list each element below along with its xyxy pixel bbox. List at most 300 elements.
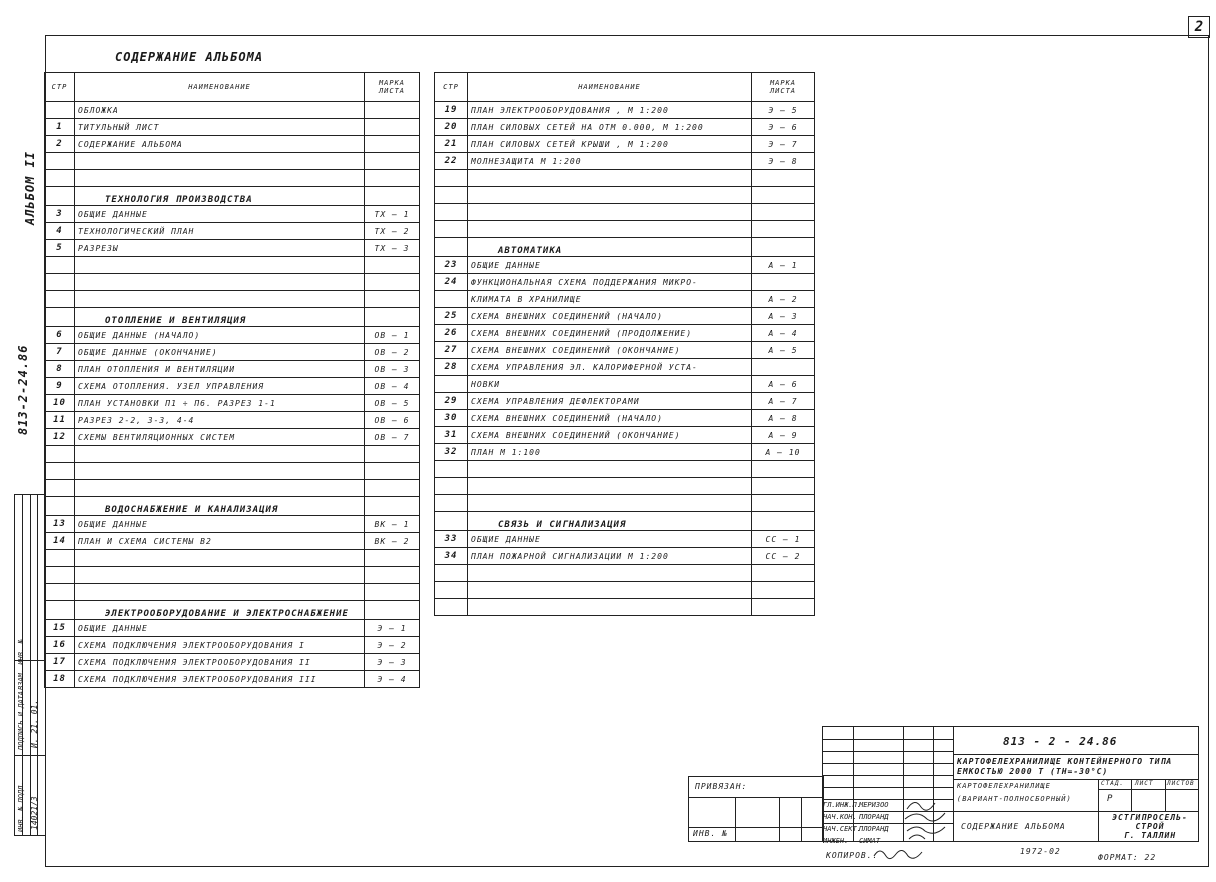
page-number [45, 584, 75, 601]
sheet-mark [752, 359, 815, 376]
copied-label: КОПИРОВ.: [826, 851, 879, 860]
contents-row [45, 446, 420, 463]
contents-title: СОДЕРЖАНИЕ АЛЬБОМА [115, 50, 264, 64]
album-side-label: АЛЬБОМ II [23, 150, 37, 225]
contents-row [435, 136, 815, 153]
contents-row [45, 378, 420, 395]
page-number [45, 102, 75, 119]
contents-row [45, 429, 420, 446]
sign-date-label: ПОДПИСЬ И ДАТА [17, 690, 25, 750]
contents-row [435, 153, 815, 170]
sheet-mark: Э — 1 [365, 620, 420, 637]
page-number: 22 [435, 153, 468, 170]
page-number [45, 550, 75, 567]
contents-row [45, 170, 420, 187]
contents-row [435, 119, 815, 136]
sheet-mark: Э — 6 [752, 119, 815, 136]
project-title: КАРТОФЕЛЕХРАНИЛИЩЕ КОНТЕЙНЕРНОГО ТИПА ЕМКОСТЬЮ 2000 Т (ТН=-30°С) [957, 757, 1173, 776]
sheet-name [75, 257, 365, 274]
sheet-name [75, 274, 365, 291]
sheet-mark: СС — 2 [752, 548, 815, 565]
sheet-name [75, 567, 365, 584]
sheet-name: СХЕМА УПРАВЛЕНИЯ ЭЛ. КАЛОРИФЕРНОЙ УСТА- [468, 359, 752, 376]
sheet-name: СХЕМА ВНЕШНИХ СОЕДИНЕНИЙ (НАЧАЛО) [468, 410, 752, 427]
page-number [435, 565, 468, 582]
contents-row [435, 461, 815, 478]
name-2: ПЛОРАНД [859, 813, 889, 821]
page-number [435, 512, 468, 531]
sheet-mark [752, 187, 815, 204]
page-number [45, 308, 75, 327]
sheet-mark: А — 4 [752, 325, 815, 342]
sheet-name: ПЛАН ПОЖАРНОЙ СИГНАЛИЗАЦИИ М 1:200 [468, 548, 752, 565]
page-number [45, 257, 75, 274]
sheet-mark: ТХ — 2 [365, 223, 420, 240]
sheet-name [468, 495, 752, 512]
page-number: 14 [45, 533, 75, 550]
sheet-name [75, 291, 365, 308]
contents-row [45, 344, 420, 361]
section-heading-row [45, 601, 420, 620]
sheet-name: ПЛАН И СХЕМА СИСТЕМЫ В2 [75, 533, 365, 550]
contents-row [45, 240, 420, 257]
sheet-mark: Э — 4 [365, 671, 420, 688]
contents-row [45, 584, 420, 601]
sheet-name [468, 170, 752, 187]
contents-row [435, 478, 815, 495]
page-number [435, 291, 468, 308]
page-number [435, 187, 468, 204]
sheet-mark: ВК — 1 [365, 516, 420, 533]
sheet-mark [365, 170, 420, 187]
sheet-mark [752, 204, 815, 221]
sheet-name [468, 478, 752, 495]
sheet-name: СХЕМА ВНЕШНИХ СОЕДИНЕНИЙ (ПРОДОЛЖЕНИЕ) [468, 325, 752, 342]
page-number [435, 376, 468, 393]
section-heading-row [435, 238, 815, 257]
section-heading-row [45, 308, 420, 327]
sheet-mark [365, 274, 420, 291]
section-heading-row [45, 497, 420, 516]
page-number: 16 [45, 637, 75, 654]
col-mark-header: МАРКА ЛИСТА [752, 73, 815, 102]
page-number [45, 601, 75, 620]
contents-row [435, 325, 815, 342]
sheet-name: ФУНКЦИОНАЛЬНАЯ СХЕМА ПОДДЕРЖАНИЯ МИКРО- [468, 274, 752, 291]
sheet-mark [752, 565, 815, 582]
contents-row [45, 136, 420, 153]
org-line-2: СТРОЙ [1135, 822, 1165, 831]
contents-row [45, 395, 420, 412]
sheet-mark: А — 2 [752, 291, 815, 308]
col-mark-header: МАРКА ЛИСТА [365, 73, 420, 102]
sheet-mark: А — 1 [752, 257, 815, 274]
contents-row [45, 567, 420, 584]
page-number: 5 [45, 240, 75, 257]
page-number [45, 291, 75, 308]
contents-row [435, 393, 815, 410]
page-number [435, 204, 468, 221]
page-number: 19 [435, 102, 468, 119]
sign-value: И. 21. 01. [30, 699, 39, 748]
contents-row [435, 599, 815, 616]
sheet-name [468, 221, 752, 238]
page-number [45, 446, 75, 463]
variant-2: (ВАРИАНТ-ПОЛНОСБОРНЫЙ) [957, 795, 1072, 803]
sheet-name [75, 480, 365, 497]
page-number [45, 170, 75, 187]
name-1: МЕРИЗОО [859, 801, 889, 809]
page-number [435, 238, 468, 257]
sheet-mark: Э — 5 [752, 102, 815, 119]
sheet-name [75, 463, 365, 480]
sheet-name: НОВКИ [468, 376, 752, 393]
section-title: ОТОПЛЕНИЕ И ВЕНТИЛЯЦИЯ [75, 308, 365, 327]
contents-row [45, 412, 420, 429]
page-number: 23 [435, 257, 468, 274]
sheet-mark: ОВ — 1 [365, 327, 420, 344]
sheet-name [468, 204, 752, 221]
sheet-name [468, 599, 752, 616]
sheet-mark: ОВ — 6 [365, 412, 420, 429]
sheet-name: ОБЩИЕ ДАННЫЕ (ОКОНЧАНИЕ) [75, 344, 365, 361]
sheet-mark [365, 584, 420, 601]
format: ФОРМАТ: 22 [1098, 853, 1157, 862]
contents-row [435, 495, 815, 512]
page-number [45, 497, 75, 516]
stamp-code: 813 - 2 - 24.86 [1003, 735, 1118, 748]
sheet-name: СХЕМА ПОДКЛЮЧЕНИЯ ЭЛЕКТРООБОРУДОВАНИЯ II [75, 654, 365, 671]
sheet-name: СХЕМА ПОДКЛЮЧЕНИЯ ЭЛЕКТРООБОРУДОВАНИЯ III [75, 671, 365, 688]
sheet-name: СХЕМА ВНЕШНИХ СОЕДИНЕНИЙ (ОКОНЧАНИЕ) [468, 427, 752, 444]
page-number: 8 [45, 361, 75, 378]
organization [1103, 813, 1197, 840]
contents-row [435, 170, 815, 187]
inv-label: ИНВ. № [693, 829, 728, 838]
contents-row [435, 427, 815, 444]
sheet-name: СХЕМА ВНЕШНИХ СОЕДИНЕНИЙ (НАЧАЛО) [468, 308, 752, 325]
sheet-mark [365, 308, 420, 327]
contents-row [45, 327, 420, 344]
sheet-name: РАЗРЕЗ 2-2, 3-3, 4-4 [75, 412, 365, 429]
page-number [435, 582, 468, 599]
page-number: 1 [45, 119, 75, 136]
sheet-name [75, 153, 365, 170]
sheet-mark [752, 221, 815, 238]
page-number: 21 [435, 136, 468, 153]
contents-row [45, 533, 420, 550]
sheet-name [75, 446, 365, 463]
sheet-name [468, 565, 752, 582]
section-heading-row [435, 512, 815, 531]
page-number: 15 [45, 620, 75, 637]
inv-value: 14021/3 [30, 796, 39, 830]
sheet-mark [752, 170, 815, 187]
contents-row [435, 187, 815, 204]
sheet-mark: ОВ — 2 [365, 344, 420, 361]
page-number: 10 [45, 395, 75, 412]
sheet-mark [365, 119, 420, 136]
sheet-mark: ОВ — 3 [365, 361, 420, 378]
section-title: АВТОМАТИКА [468, 238, 752, 257]
sheet-name: СОДЕРЖАНИЕ АЛЬБОМА [75, 136, 365, 153]
variant-1: КАРТОФЕЛЕХРАНИЛИЩЕ [957, 782, 1051, 790]
contents-row [45, 463, 420, 480]
contents-row [45, 257, 420, 274]
role-3: НАЧ.СЕКТ. [823, 825, 861, 833]
stage-header: СТАД. [1101, 780, 1125, 787]
sheet-mark [365, 291, 420, 308]
page-number: 29 [435, 393, 468, 410]
sheet-name: СХЕМА ВНЕШНИХ СОЕДИНЕНИЙ (ОКОНЧАНИЕ) [468, 342, 752, 359]
page-number: 18 [45, 671, 75, 688]
contents-row [435, 291, 815, 308]
contents-row [45, 620, 420, 637]
sheet-name: ПЛАН М 1:100 [468, 444, 752, 461]
sheet-mark: ОВ — 4 [365, 378, 420, 395]
page-number: 31 [435, 427, 468, 444]
page-number: 26 [435, 325, 468, 342]
section-title: ЭЛЕКТРООБОРУДОВАНИЕ И ЭЛЕКТРОСНАБЖЕНИЕ [75, 601, 365, 620]
contents-table-left [44, 72, 420, 688]
sheet-mark [752, 478, 815, 495]
sheet-mark [365, 550, 420, 567]
page-number [45, 463, 75, 480]
page-number: 28 [435, 359, 468, 376]
sheet-mark: А — 5 [752, 342, 815, 359]
sheet-mark [752, 238, 815, 257]
page-number: 11 [45, 412, 75, 429]
section-title: СВЯЗЬ И СИГНАЛИЗАЦИЯ [468, 512, 752, 531]
page-number [45, 480, 75, 497]
signatures [903, 799, 953, 841]
sheet-mark [365, 153, 420, 170]
sheet-title: СОДЕРЖАНИЕ АЛЬБОМА [961, 822, 1066, 831]
sheet-mark [365, 136, 420, 153]
contents-row [435, 257, 815, 274]
sheet-name: ОБЩИЕ ДАННЫЕ (НАЧАЛО) [75, 327, 365, 344]
sheet-name: МОЛНЕЗАЩИТА М 1:200 [468, 153, 752, 170]
contents-row [435, 444, 815, 461]
sheet-name: ОБЩИЕ ДАННЫЕ [75, 516, 365, 533]
contents-row [45, 550, 420, 567]
contents-row [45, 361, 420, 378]
contents-row [45, 671, 420, 688]
sheet-mark [365, 257, 420, 274]
sheet-mark: ТХ — 1 [365, 206, 420, 223]
sheet-mark [365, 567, 420, 584]
page-number [45, 274, 75, 291]
role-1: ГЛ.ИНЖ.П. [823, 801, 861, 809]
page-number [435, 478, 468, 495]
sheet-mark: ТХ — 3 [365, 240, 420, 257]
page-number: 30 [435, 410, 468, 427]
contents-row [435, 376, 815, 393]
contents-row [435, 204, 815, 221]
page-number [45, 187, 75, 206]
page-number: 3 [45, 206, 75, 223]
page-number: 27 [435, 342, 468, 359]
sheet-mark: Э — 7 [752, 136, 815, 153]
contents-row [435, 342, 815, 359]
org-line-3: Г. ТАЛЛИН [1123, 831, 1177, 840]
contents-row [435, 410, 815, 427]
sheet-name: ТЕХНОЛОГИЧЕСКИЙ ПЛАН [75, 223, 365, 240]
sheets-header: ЛИСТОВ [1167, 780, 1195, 787]
sheet-mark: Э — 2 [365, 637, 420, 654]
page-number: 33 [435, 531, 468, 548]
contents-row [45, 654, 420, 671]
sheet-mark [752, 582, 815, 599]
page-number [435, 170, 468, 187]
page-number [45, 153, 75, 170]
sheet-name: СХЕМА УПРАВЛЕНИЯ ДЕФЛЕКТОРАМИ [468, 393, 752, 410]
sheet-mark [752, 461, 815, 478]
contents-row [435, 531, 815, 548]
contents-row [45, 291, 420, 308]
page-number: 2 [45, 136, 75, 153]
page-number: 4 [45, 223, 75, 240]
contents-table-right [434, 72, 815, 616]
role-4: ИНЖЕН. [823, 837, 849, 845]
sheet-mark [365, 480, 420, 497]
contents-row [435, 308, 815, 325]
sheet-name [75, 170, 365, 187]
contents-row [435, 221, 815, 238]
page-number [435, 599, 468, 616]
sheet-mark: СС — 1 [752, 531, 815, 548]
sheet-name: КЛИМАТА В ХРАНИЛИЩЕ [468, 291, 752, 308]
col-num-header: СТР [435, 73, 468, 102]
date: 1972-02 [1020, 847, 1061, 856]
sheet-mark: ОВ — 5 [365, 395, 420, 412]
page-number: 13 [45, 516, 75, 533]
bound-label: ПРИВЯЗАН: [695, 782, 748, 791]
sheet-name: ПЛАН ОТОПЛЕНИЯ И ВЕНТИЛЯЦИИ [75, 361, 365, 378]
page-number: 6 [45, 327, 75, 344]
contents-row [45, 153, 420, 170]
contents-row [45, 223, 420, 240]
contents-row [45, 206, 420, 223]
sheet-mark [752, 495, 815, 512]
sheet-mark [365, 102, 420, 119]
sheet-mark [752, 274, 815, 291]
sheet-name: СХЕМА ПОДКЛЮЧЕНИЯ ЭЛЕКТРООБОРУДОВАНИЯ I [75, 637, 365, 654]
sheet-mark [365, 601, 420, 620]
sheet-name: РАЗРЕЗЫ [75, 240, 365, 257]
page-number: 34 [435, 548, 468, 565]
contents-row [45, 102, 420, 119]
sheet-mark [365, 446, 420, 463]
page-number: 32 [435, 444, 468, 461]
page-number: 24 [435, 274, 468, 291]
inv-orig-label: ИНВ. № ПОДЛ. [17, 781, 25, 832]
sheet-mark [752, 599, 815, 616]
page-number [435, 461, 468, 478]
sheet-header: ЛИСТ [1135, 780, 1154, 787]
name-3: ПЛОРАНД [859, 825, 889, 833]
contents-row [435, 274, 815, 291]
sheet-mark: Э — 3 [365, 654, 420, 671]
sheet-mark [365, 497, 420, 516]
sheet-mark: ВК — 2 [365, 533, 420, 550]
sheet-mark [365, 463, 420, 480]
contents-row [435, 102, 815, 119]
sheet-name: ПЛАН УСТАНОВКИ П1 ÷ П6. РАЗРЕЗ 1-1 [75, 395, 365, 412]
sheet-name: ОБЩИЕ ДАННЫЕ [468, 257, 752, 274]
sheet-name: ОБЛОЖКА [75, 102, 365, 119]
sheet-mark: А — 9 [752, 427, 815, 444]
sheet-name: ПЛАН СИЛОВЫХ СЕТЕЙ КРЫШИ , М 1:200 [468, 136, 752, 153]
sheet-mark: А — 7 [752, 393, 815, 410]
col-name-header: НАИМЕНОВАНИЕ [75, 73, 365, 102]
sheet-name [468, 461, 752, 478]
sheet-name [468, 582, 752, 599]
contents-row [45, 516, 420, 533]
contents-row [45, 480, 420, 497]
page-number [435, 495, 468, 512]
inv-repl-label: ВЗАМ. ИНВ. № [17, 639, 25, 690]
contents-row [435, 548, 815, 565]
title-block [822, 726, 1199, 845]
sheet-name [75, 550, 365, 567]
sheet-name: ОБЩИЕ ДАННЫЕ [468, 531, 752, 548]
name-4: СИМАТ [859, 837, 881, 845]
section-title: ТЕХНОЛОГИЯ ПРОИЗВОДСТВА [75, 187, 365, 206]
page-number: 7 [45, 344, 75, 361]
sheet-mark: Э — 8 [752, 153, 815, 170]
sheet-mark [365, 187, 420, 206]
sheet-name: ОБЩИЕ ДАННЫЕ [75, 206, 365, 223]
sheet-name: ПЛАН СИЛОВЫХ СЕТЕЙ НА ОТМ 0.000, М 1:200 [468, 119, 752, 136]
page-number: 17 [45, 654, 75, 671]
copier-signature [872, 844, 932, 862]
col-name-header: НАИМЕНОВАНИЕ [468, 73, 752, 102]
page-number: 12 [45, 429, 75, 446]
section-title: ВОДОСНАБЖЕНИЕ И КАНАЛИЗАЦИЯ [75, 497, 365, 516]
sheet-name: СХЕМА ОТОПЛЕНИЯ. УЗЕЛ УПРАВЛЕНИЯ [75, 378, 365, 395]
section-heading-row [45, 187, 420, 206]
sheet-mark: А — 6 [752, 376, 815, 393]
contents-row [435, 582, 815, 599]
sheet-name: ПЛАН ЭЛЕКТРООБОРУДОВАНИЯ , М 1:200 [468, 102, 752, 119]
sheet-mark: А — 10 [752, 444, 815, 461]
code-side-label: 813-2-24.86 [16, 344, 30, 435]
sheet-name [468, 187, 752, 204]
contents-row [45, 119, 420, 136]
sheet-name: СХЕМЫ ВЕНТИЛЯЦИОННЫХ СИСТЕМ [75, 429, 365, 446]
stage-value: Р [1107, 794, 1114, 804]
page-number: 9 [45, 378, 75, 395]
bound-block [688, 776, 824, 842]
sheet-mark: А — 8 [752, 410, 815, 427]
org-line-1: ЭСТГИПРОСЕЛЬ- [1112, 813, 1188, 822]
page-number [435, 221, 468, 238]
page-number: 25 [435, 308, 468, 325]
role-2: НАЧ.КОН. [823, 813, 857, 821]
col-num-header: СТР [45, 73, 75, 102]
sheet-name [75, 584, 365, 601]
contents-row [45, 637, 420, 654]
page-number: 20 [435, 119, 468, 136]
contents-row [45, 274, 420, 291]
sheet-name: ОБЩИЕ ДАННЫЕ [75, 620, 365, 637]
sheet-name: ТИТУЛЬНЫЙ ЛИСТ [75, 119, 365, 136]
contents-row [435, 565, 815, 582]
sheet-number: 2 [1194, 19, 1204, 35]
contents-row [435, 359, 815, 376]
sheet-mark: А — 3 [752, 308, 815, 325]
